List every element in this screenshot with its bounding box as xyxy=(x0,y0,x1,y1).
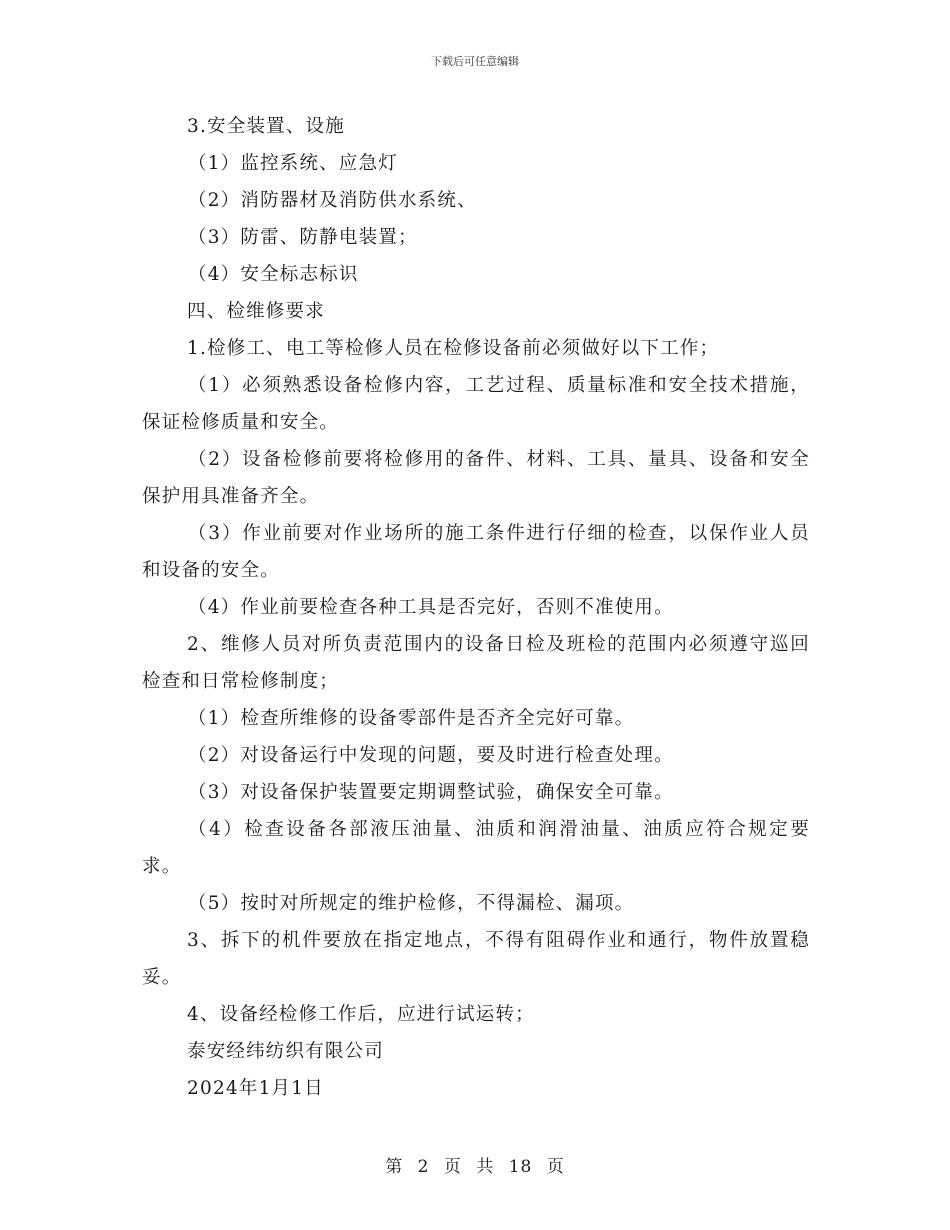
footer-page-word: 页 xyxy=(443,1157,462,1177)
list-item: （3）对设备保护装置要定期调整试验，确保安全可靠。 xyxy=(188,782,674,803)
section-heading-safety-devices: 3.安全装置、设施 xyxy=(187,116,345,137)
company-name: 泰安经纬纺织有限公司 xyxy=(187,1041,385,1062)
list-item: （1）检查所维修的设备零部件是否齐全完好可靠。 xyxy=(188,708,635,729)
list-item: （3）作业前要对作业场所的施工条件进行仔细的检查，以保作业人员和设备的安全。 xyxy=(142,523,810,581)
document-body xyxy=(142,108,810,1107)
paragraph: 2、维修人员对所负责范围内的设备日检及班检的范围内必须遵守巡回检查和日常检修制度； xyxy=(142,634,810,692)
header-note: 下载后可任意编辑 xyxy=(431,55,519,68)
footer-prefix: 第 xyxy=(385,1157,404,1177)
paragraph: 4、设备经检修工作后，应进行试运转； xyxy=(187,1004,535,1025)
list-item: （2）设备检修前要将检修用的备件、材料、工具、量具、设备和安全保护用具准备齐全。 xyxy=(142,449,810,507)
page-footer xyxy=(0,1152,950,1177)
paragraph: 3、拆下的机件要放在指定地点，不得有阻碍作业和通行，物件放置稳妥。 xyxy=(142,930,810,988)
footer-suffix: 页 xyxy=(546,1157,565,1177)
list-item: （4）作业前要检查各种工具是否完好，否则不准使用。 xyxy=(188,597,674,618)
paragraph: 1.检修工、电工等检修人员在检修设备前必须做好以下工作； xyxy=(187,338,720,359)
list-item: （1）监控系统、应急灯 xyxy=(188,153,398,174)
footer-total-word: 共 xyxy=(476,1157,495,1177)
total-pages: 18 xyxy=(508,1157,533,1177)
list-item: （2）消防器材及消防供水系统、 xyxy=(188,190,477,211)
list-item: （5）按时对所规定的维护检修，不得漏检、漏项。 xyxy=(188,893,635,914)
page-number: 2 xyxy=(417,1157,430,1177)
list-item: （1）必须熟悉设备检修内容，工艺过程、质量标准和安全技术措施，保证检修质量和安全。 xyxy=(142,375,810,433)
list-item: （2）对设备运行中发现的问题，要及时进行检查处理。 xyxy=(188,745,674,766)
list-item: （3）防雷、防静电装置； xyxy=(188,227,418,248)
document-date: 2024年1月1日 xyxy=(187,1078,324,1099)
section-heading-maintenance: 四、检维修要求 xyxy=(187,301,325,322)
list-item: （4）检查设备各部液压油量、油质和润滑油量、油质应符合规定要求。 xyxy=(142,819,810,877)
list-item: （4）安全标志标识 xyxy=(188,264,359,285)
